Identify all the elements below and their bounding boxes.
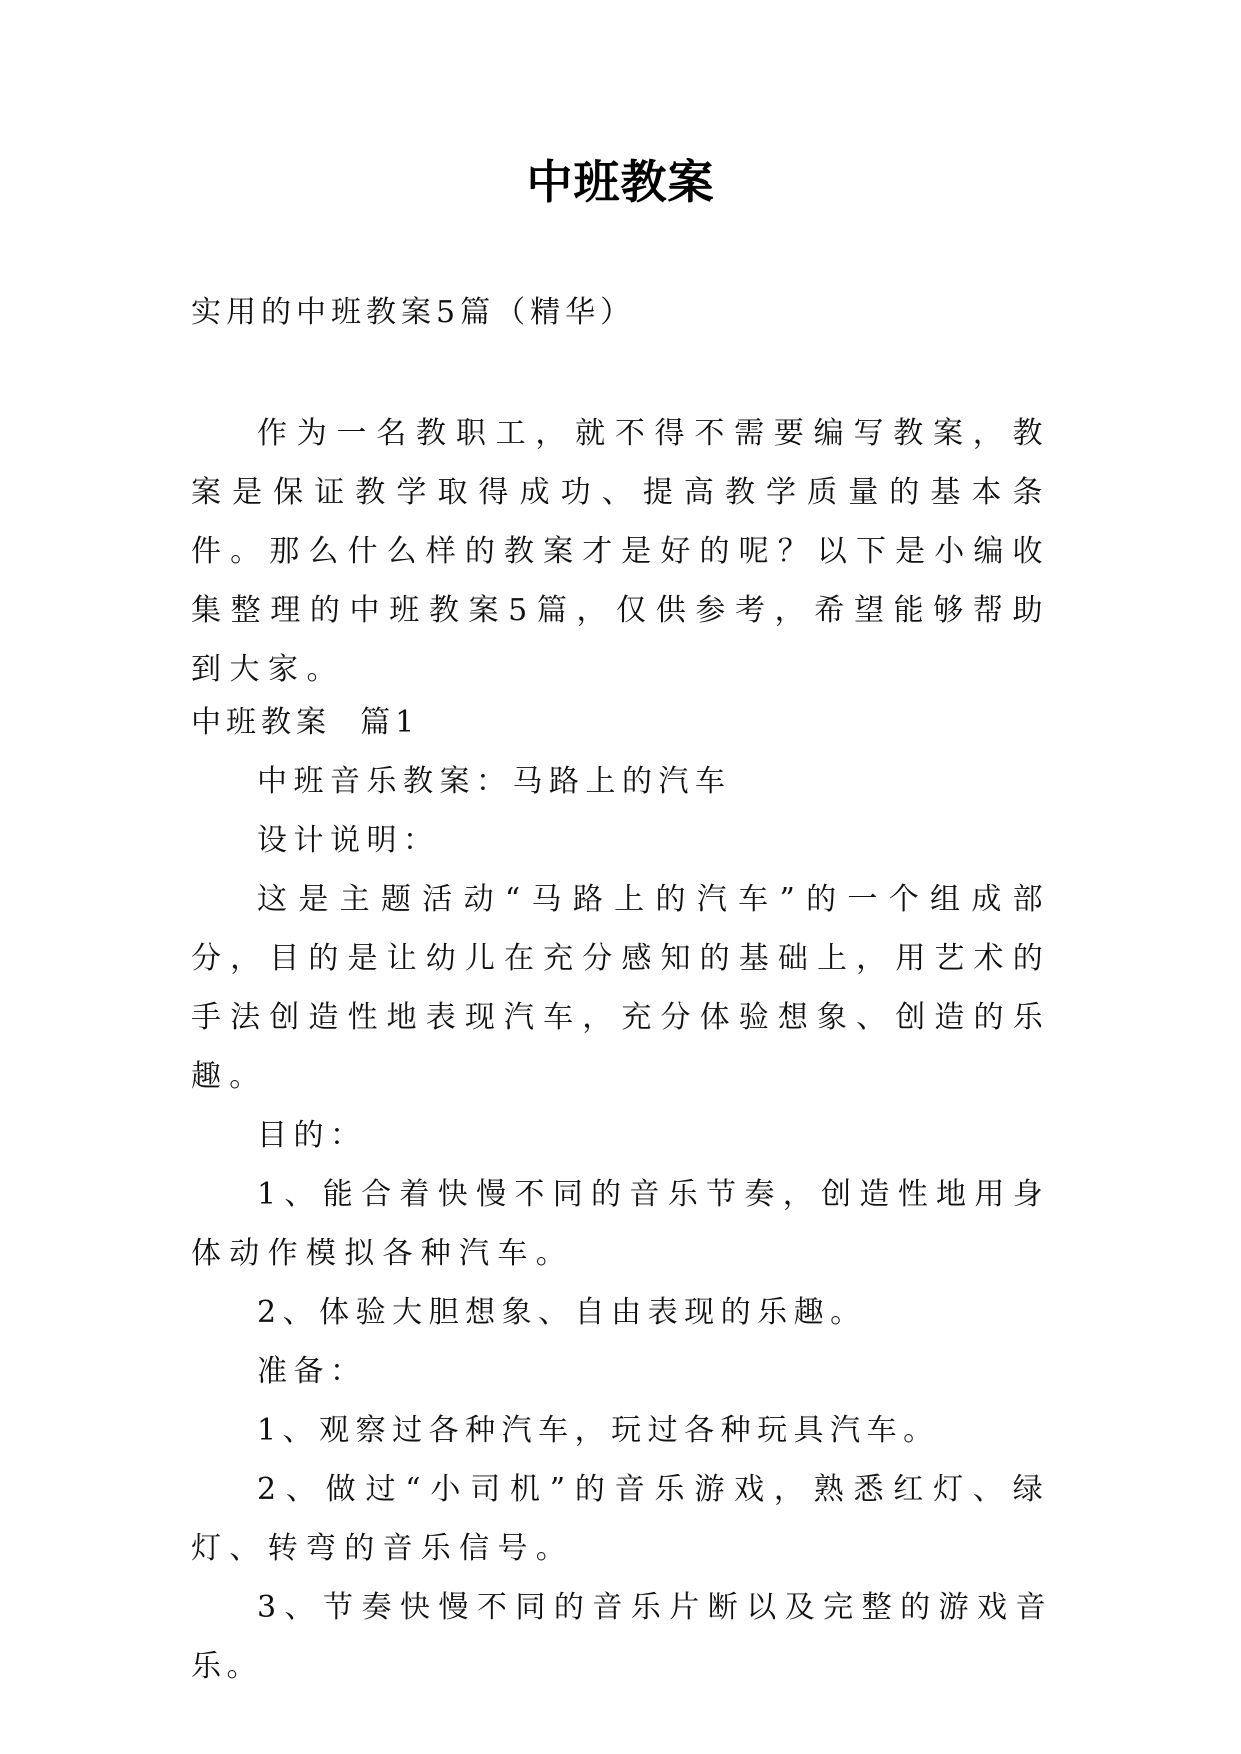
preparation-item-2: 2、做过“小司机”的音乐游戏，熟悉红灯、绿灯、转弯的音乐信号。: [191, 1472, 1051, 1566]
design-notes-paragraph: 这是主题活动“马路上的汽车”的一个组成部分，目的是让幼儿在充分感知的基础上，用艺术的手法创造性地表现汽车，充分体验想象、创造的乐趣。: [191, 882, 1051, 1094]
preparation-heading: 准备：: [257, 1354, 367, 1389]
goal-item-2: 2、体验大胆想象、自由表现的乐趣。: [257, 1295, 867, 1330]
intro-paragraph: 作为一名教职工，就不得不需要编写教案，教案是保证教学取得成功、提高教学质量的基本条件。那么什么样的教案才是好的呢？以下是小编收集整理的中班教案5篇，仅供参考，希望能够帮助到大家。: [191, 416, 1051, 687]
section-heading: 中班教案 篇1: [191, 705, 420, 740]
goal-item-1: 1、能合着快慢不同的音乐节奏，创造性地用身体动作模拟各种汽车。: [191, 1177, 1051, 1271]
page-title: 中班教案: [526, 155, 715, 209]
preparation-item-1: 1、观察过各种汽车，玩过各种玩具汽车。: [257, 1413, 940, 1448]
design-notes-heading: 设计说明：: [257, 823, 440, 858]
document-subtitle: 实用的中班教案5篇（精华）: [191, 295, 636, 330]
lesson-title: 中班音乐教案：马路上的汽车: [257, 764, 732, 799]
preparation-item-3: 3、节奏快慢不同的音乐片断以及完整的游戏音乐。: [191, 1590, 1051, 1684]
goals-heading: 目的：: [257, 1118, 367, 1153]
section-body: [191, 752, 1051, 1696]
